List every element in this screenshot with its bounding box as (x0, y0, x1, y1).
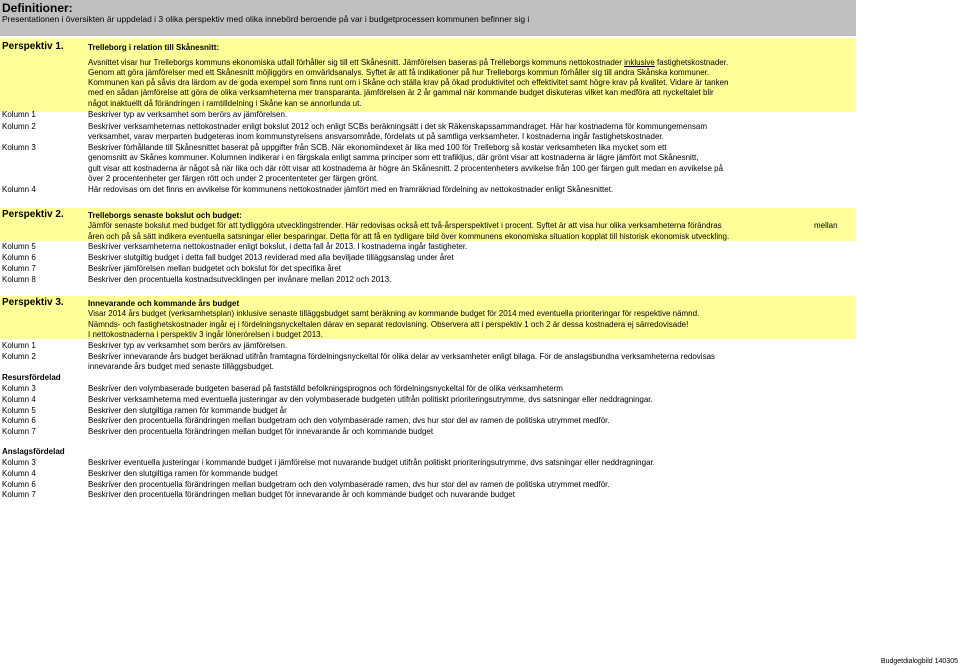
p3-a6-label: Kolumn 6 (2, 480, 36, 489)
p3-k2-label: Kolumn 2 (2, 352, 36, 361)
p3-a4-text: Beskriver den slutgiltiga ramen för kommande budget (88, 469, 278, 478)
p3-title: Innevarande och kommande års budget (88, 299, 240, 308)
p3-r4-label: Kolumn 4 (2, 395, 36, 404)
p3-k2-text-2: innevarande års budget med senaste tilläggsbudget. (88, 362, 274, 371)
p3-k1-text: Beskriver typ av verksamhet som berörs av jämförelsen. (88, 341, 288, 350)
p1-k4-label: Kolumn 4 (2, 185, 36, 194)
p2-k7-text: Beskriver jämförelsen mellan budgetet och bokslut för det specifika året (88, 264, 342, 273)
p1-label: Perspektiv 1. (2, 41, 64, 52)
p3-r7-text: Beskriver den procentuella förändringen mellan budget för innevarande år och kommande budget (88, 427, 434, 436)
p1-k4-text: Här redovisas om det finns en avvikelse för kommunens nettokostnader jämfört med en framräknad fördelning av nettokostnader enligt Skånesnittet. (88, 185, 614, 194)
p3-a3-text: Beskriver eventuella justeringar i kommande budget i jämförelse mot nuvarande budget utifrån politiskt prioriteringsutrymme, dvs satsningar eller neddragningar. (88, 458, 655, 467)
p3-a6-text: Beskriver den procentuella förändringen mellan budgetram och den volymbaserade ramen, dvs hur stor del av ramen de politiska utrymmet medför. (88, 480, 610, 489)
p2-k8-text: Beskriver den procentuella kostnadsutvecklingen per invånare mellan 2012 och 2013. (88, 275, 392, 284)
p1-intro-1: Avsnittet visar hur Trelleborgs kommuns ekonomiska utfall förhåller sig till ett Skånesnitt. Jämförelsen baseras på Trelleborgs kommuns nettokostnader inklusive fastighetskostnader. (88, 58, 729, 67)
p1-intro-2: Genom att göra jämförelser med ett Skånesnitt möjliggörs en omvärldsanalys. Syftet är att få indikationer på hur Trelleborgs kommun förhåller sig till andra Skånska kommuner. (88, 68, 710, 77)
p1-title: Trelleborg i relation till Skånesnitt: (88, 43, 220, 52)
p3-intro-3: I nettokostnaderna i perspektiv 3 ingår lönerörelsen i budget 2013. (88, 330, 323, 339)
p3-k1-label: Kolumn 1 (2, 341, 36, 350)
p1-k3-text-2: genomsnitt av Skånes kommuner. Kolumnen indikerar i en färgskala enligt samma principer som ett trafikljus, där grönt visar att kostnaderna är lägre jämfört mot Skånesnitt, (88, 153, 699, 162)
resursfordelad-heading: Resursfördelad (2, 373, 61, 382)
p1-k3-text-4: över 2 procentenheter ger färgen rött och under 2 procententeter ger färgen grönt. (88, 174, 379, 183)
p1-k3-text-3: gult visar att kostnaderna är något så när lika och där rött visar att kostnaderna är högre än Skånesnitt. 2 procentenheters avvikelse från 100 ger färgen gult medan en avvikelse på (88, 164, 724, 173)
p3-r3-text: Beskriver den volymbaserade budgeten baserad på fastställd befolkningsprognos och fördelningsnyckeltal för de olika verksamheterm (88, 384, 563, 393)
p3-k2-text-1: Beskriver innevarande års budget beräknad utifrån framtagna fördelningsnyckeltal för olika delar av verksamheter enligt bilaga. För de anslagsbundna verksamheterna redovisas (88, 352, 716, 361)
p1-k1-text: Beskriver typ av verksamhet som berörs av jämförelsen. (88, 110, 288, 119)
p2-k6-text: Beskriver slutgiltig budget i detta fall budget 2013 reviderad med alla beviljade tilläggsanslag under året (88, 253, 454, 262)
p2-k8-label: Kolumn 8 (2, 275, 36, 284)
p1-k2-text-1: Beskriver verksamheternas nettokostnader enligt bokslut 2012 och enligt SCBs beräkningsätt i det sk Räkenskapssammandraget. Här har kostnaderna för kommungemensam (88, 122, 707, 131)
p2-intro-2: åren och på så sätt indikera eventuella satsningar eller besparingar. Detta för att få en tydligare bild över kommunens ekonomiska situation kopplat till historisk ekonomisk utveckling. (88, 232, 730, 241)
p3-intro-1: Visar 2014 års budget (verksamhetsplan) inklusive senaste tilläggsbudget samt beräkning av kommande budget för 2014 med eventuella prioriteringar för respektive nämnd. (88, 309, 700, 318)
p3-r4-text: Beskriver verksamheterna med eventuella justeringar av den volymbaserade budgeten utifrån politiskt prioriteringsutrymme, dvs satsningar eller neddragningar. (88, 395, 653, 404)
p3-r7-label: Kolumn 7 (2, 427, 36, 436)
p1-k3-text-1: Beskriver förhållande till Skånesnittet baserat på uppgifter från SCB. När ekonomiindexet är lika med 100 för Trelleborg så kostar verksamheten lika mycket som ett (88, 143, 667, 152)
p2-k7-label: Kolumn 7 (2, 264, 36, 273)
p1-k2-label: Kolumn 2 (2, 122, 36, 131)
p3-intro-2: Nämnds- och fastighetskostnader ingår ej i fördelningsnyckeltalen därav en separat redovisning. Observera att i perspektiv 1 och 2 är dessa kostnadera ej särredovisade! (88, 320, 689, 329)
header-band (0, 0, 856, 36)
p3-r5-text: Beskriver den slutgiltiga ramen för kommande budget år (88, 406, 287, 415)
p2-title: Trelleborgs senaste bokslut och budget: (88, 211, 242, 220)
p3-r3-label: Kolumn 3 (2, 384, 36, 393)
p2-k5-text: Beskriver verksamheterna nettokostnader enligt bokslut, i detta fall år 2013. I kostnaderna ingår fastigheter. (88, 242, 468, 251)
p1-intro-5: något inaktuellt då förändringen i ramtilldelning i Skåne kan se annorlunda ut. (88, 99, 362, 108)
anslagsfordelad-heading: Anslagsfördelad (2, 447, 65, 456)
p2-intro-1: Jämför senaste bokslut med budget för att tydliggöra utvecklingstrender. Här redovisas också ett två-årsperspektivet i procent. Syftet är att visa hur olika verksamheterna förändras (88, 221, 722, 230)
p2-k6-label: Kolumn 6 (2, 253, 36, 262)
p3-r6-text: Beskriver den procentuella förändringen mellan budgetram och den volymbaserade ramen, dvs hur stor del av ramen de politiska utrymmet medför. (88, 416, 610, 425)
p1-k3-label: Kolumn 3 (2, 143, 36, 152)
p2-k5-label: Kolumn 5 (2, 242, 36, 251)
p3-a3-label: Kolumn 3 (2, 458, 36, 467)
p3-a7-label: Kolumn 7 (2, 490, 36, 499)
p3-a7-text: Beskriver den procentuella förändringen mellan budget för innevarande år och kommande budget och nuvarande budget (88, 490, 515, 499)
p1-intro-3: Kommunen kan på såvis dra lärdom av de goda exempel som finns runt om i Skåne och ställa krav på ökad produktivitet och effektivitet samt högre krav på kvalitet. Vidare är tanken (88, 78, 729, 87)
p1-k1-label: Kolumn 1 (2, 110, 36, 119)
p3-a4-label: Kolumn 4 (2, 469, 36, 478)
p1-intro-4: med en sådan jämförelse att göra de olika verksamheterna mer transparanta. jämförelsen är 2 år gammal när kommande budget diskuteras vilket kan medföra att nyckeltalet blir (88, 88, 714, 97)
p2-label: Perspektiv 2. (2, 209, 64, 220)
page-title: Definitioner: (2, 1, 73, 15)
p3-r5-label: Kolumn 5 (2, 406, 36, 415)
p3-label: Perspektiv 3. (2, 297, 64, 308)
page-subtitle: Presentationen i översikten är uppdelad i 3 olika perspektiv med olika innebörd beroende på var i budgetprocessen kommunen befinner sig i (2, 14, 530, 24)
p2-intro-1-right: mellan (814, 221, 838, 230)
footer-label: Budgetdialogbild 140305 (880, 658, 958, 665)
p1-k2-text-2: verksamhet, varav merparten budgeteras inom kommunstyrelsens ansvarsområde, fördelats ut på samtliga verksamheter. I kostnaderna ingår fastighetskostnader. (88, 132, 664, 141)
p3-r6-label: Kolumn 6 (2, 416, 36, 425)
